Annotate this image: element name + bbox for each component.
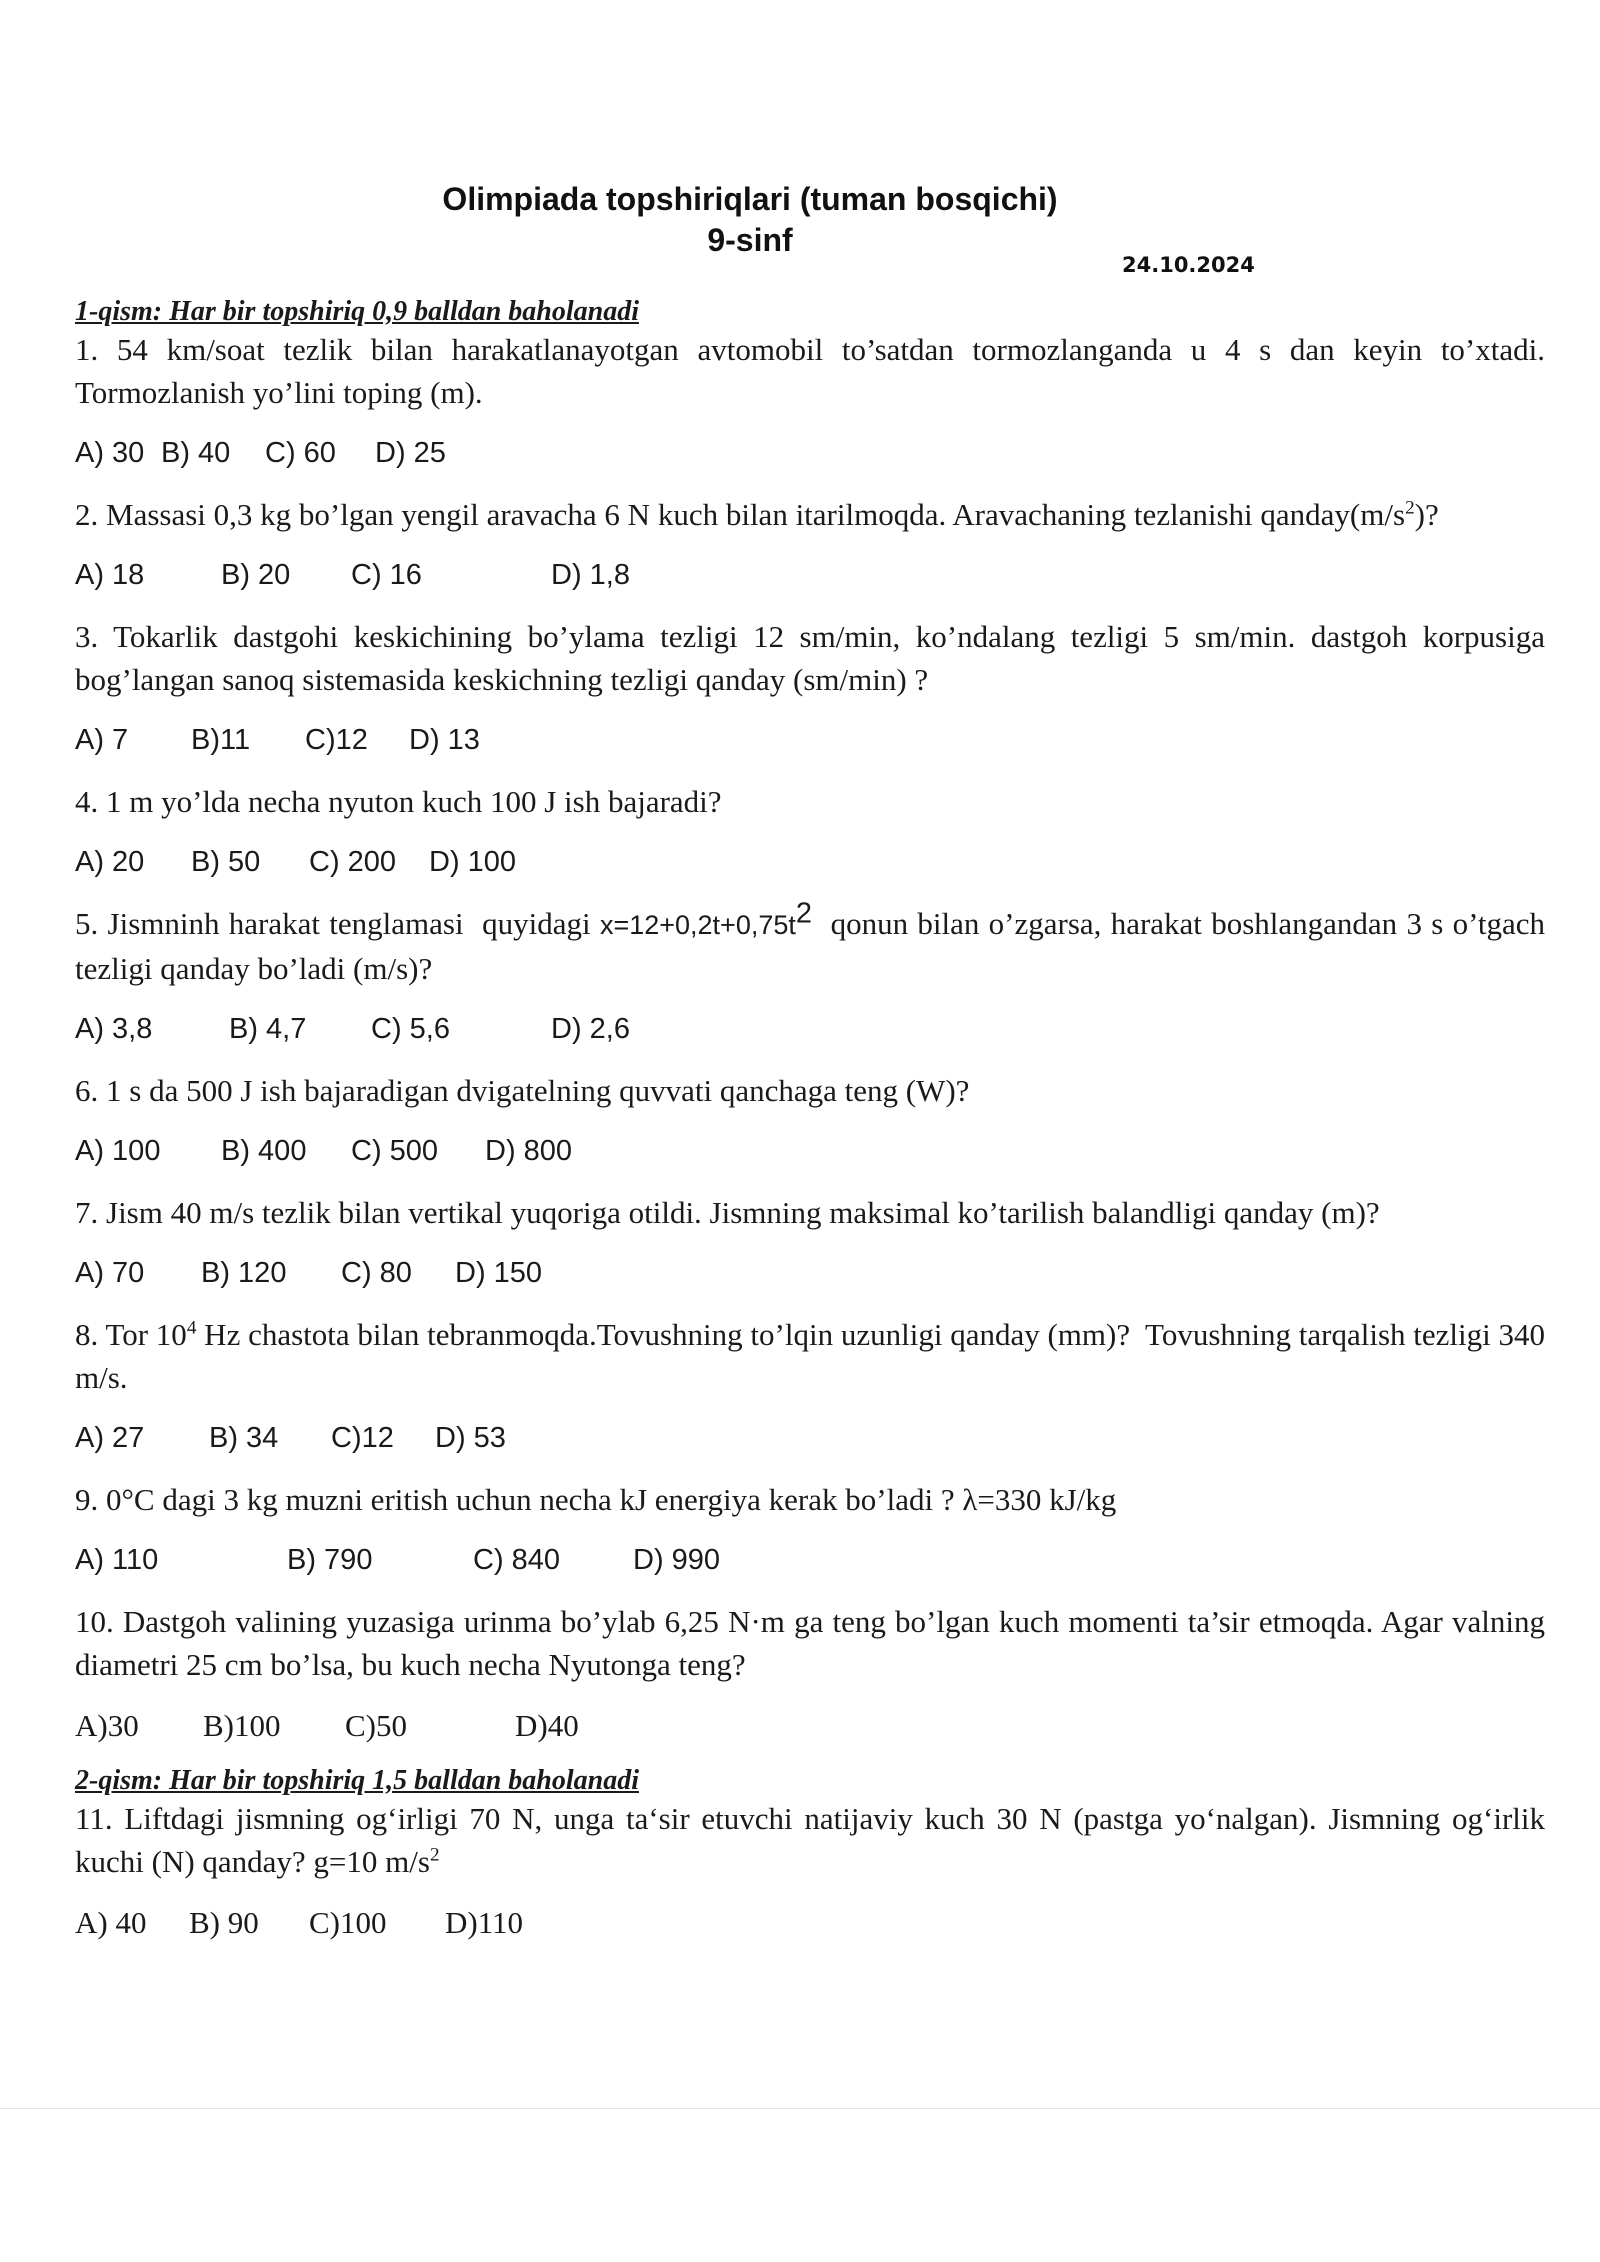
question-6-options <box>75 1130 1545 1173</box>
option-d: D) 25 <box>375 437 446 469</box>
option-b: B) 790 <box>287 1544 373 1576</box>
question-6: 6. 1 s da 500 J ish bajaradigan dvigatelning quvvati qanchaga teng (W)? <box>75 1073 970 1108</box>
option-a: A) 18 <box>75 559 145 591</box>
question-11-options <box>75 1901 1545 1944</box>
option-d: D) 100 <box>429 846 517 878</box>
question-11 <box>75 1797 1545 1883</box>
option-d: D) 13 <box>409 724 480 756</box>
option-d: D) 990 <box>633 1544 721 1576</box>
question-7-options <box>75 1252 1545 1295</box>
equation-of-motion: x=12+0,2t+0,75t <box>599 910 796 940</box>
question-11-exponent: 2 <box>429 1844 440 1866</box>
option-d: D) 1,8 <box>551 559 630 591</box>
option-c: C) 5,6 <box>371 1013 450 1045</box>
option-c: C) 200 <box>309 846 397 878</box>
option-b: B) 4,7 <box>229 1013 307 1045</box>
question-8 <box>75 1313 1553 1399</box>
part-2-heading: 2-qism: Har bir topshiriq 1,5 balldan baholanadi <box>75 1765 639 1796</box>
option-a: A) 27 <box>75 1422 145 1454</box>
option-c: C) 80 <box>341 1257 412 1289</box>
question-4: 4. 1 m yo’lda necha nyuton kuch 100 J ish bajaradi? <box>75 784 722 819</box>
option-c: C)100 <box>309 1905 387 1940</box>
option-c: C)12 <box>305 724 368 756</box>
option-b: B) 90 <box>189 1905 259 1940</box>
page-title: Olimpiada topshiriqlari (tuman bosqichi) <box>442 181 1058 217</box>
option-b: B) 400 <box>221 1135 307 1167</box>
option-c: C)50 <box>345 1708 407 1743</box>
option-b: B) 120 <box>201 1257 287 1289</box>
question-9-options <box>75 1539 1545 1582</box>
option-c: C) 16 <box>351 559 422 591</box>
question-8-options <box>75 1417 1545 1460</box>
option-a: A) 30 <box>75 437 145 469</box>
option-a: A) 7 <box>75 724 129 756</box>
option-d: D)110 <box>445 1905 524 1940</box>
question-11-text: 11. Liftdagi jismning og‘irligi 70 N, unga ta‘sir etuvchi natijaviy kuch 30 N (pastga yo‘nalgan). Jismning og‘irlik kuchi (N) qanday? g=10 m/s <box>75 1801 1545 1879</box>
questions-section <box>75 296 1553 1962</box>
option-c: C) 500 <box>351 1135 439 1167</box>
option-d: D) 2,6 <box>551 1013 630 1045</box>
option-b: B) 34 <box>209 1422 279 1454</box>
exam-date: 24.10.2024 <box>1122 253 1255 277</box>
option-c: C)12 <box>331 1422 394 1454</box>
question-2-options <box>75 554 1545 597</box>
option-d: D) 53 <box>435 1422 506 1454</box>
question-1: 1. 54 km/soat tezlik bilan harakatlanayotgan avtomobil to’satdan tormozlanganda u 4 s dan keyin to’xtadi. Tormozlanish yo’lini toping (m). <box>75 332 1545 410</box>
grade-label: 9-sinf <box>707 222 793 258</box>
option-d: D) 150 <box>455 1257 543 1289</box>
question-8-text-end: Hz chastota bilan tebranmoqda.Tovushning to’lqin uzunligi qanday (mm)? Tovushning tarqalish tezligi 340 m/s. <box>75 1317 1553 1395</box>
option-b: B)11 <box>191 724 251 756</box>
equation-exponent: 2 <box>795 897 813 930</box>
question-5 <box>75 897 1553 990</box>
option-a: A) 3,8 <box>75 1013 153 1045</box>
option-b: B) 50 <box>191 846 261 878</box>
question-10-options <box>75 1704 1545 1747</box>
option-c: C) 60 <box>265 437 336 469</box>
option-a: A) 100 <box>75 1135 161 1167</box>
question-5-text: 5. Jismninh harakat tenglamasi quyidagi <box>75 906 600 941</box>
question-8-text: 8. Tor 10 <box>75 1317 187 1352</box>
question-2-text: 2. Massasi 0,3 kg bo’lgan yengil aravacha 6 N kuch bilan itarilmoqda. Aravachaning tezlanishi qanday(m/s <box>75 497 1406 532</box>
option-b: B) 40 <box>161 437 231 469</box>
option-d: D)40 <box>515 1708 579 1743</box>
part-1-heading: 1-qism: Har bir topshiriq 0,9 balldan baholanadi <box>75 296 639 327</box>
option-d: D) 800 <box>485 1135 573 1167</box>
question-3: 3. Tokarlik dastgohi keskichining bo’ylama tezligi 12 sm/min, ko’ndalang tezligi 5 sm/min. dastgoh korpusiga bog’langan sanoq sistemasida keskichning tezligi qanday (sm/min) ? <box>75 619 1545 697</box>
question-2 <box>75 493 1545 536</box>
question-8-exponent: 4 <box>186 1317 197 1339</box>
option-a: A)30 <box>75 1708 139 1743</box>
question-1-options <box>75 432 1545 475</box>
question-5-text-end: qonun bilan o’zgarsa, harakat boshlangandan 3 s o’tgach tezligi qanday bo’ladi (m/s)? <box>75 906 1553 986</box>
option-a: A) 20 <box>75 846 145 878</box>
question-9: 9. 0°C dagi 3 kg muzni eritish uchun necha kJ energiya kerak bo’ladi ? λ=330 kJ/kg <box>75 1482 1117 1517</box>
question-2-text-end: )? <box>1414 497 1439 532</box>
option-c: C) 840 <box>473 1544 561 1576</box>
question-4-options <box>75 841 1545 884</box>
question-10: 10. Dastgoh valining yuzasiga urinma bo’ylab 6,25 N·m ga teng bo’lgan kuch momenti ta’sir etmoqda. Agar valning diametri 25 cm bo’lsa, bu kuch necha Nyutonga teng? <box>75 1604 1545 1682</box>
question-5-options <box>75 1008 1545 1051</box>
option-b: B) 20 <box>221 559 291 591</box>
option-a: A) 70 <box>75 1257 145 1289</box>
question-7: 7. Jism 40 m/s tezlik bilan vertikal yuqoriga otildi. Jismning maksimal ko’tarilish balandligi qanday (m)? <box>75 1195 1380 1230</box>
page-bottom-divider <box>0 2108 1600 2109</box>
option-b: B)100 <box>203 1708 281 1743</box>
option-a: A) 110 <box>75 1544 159 1576</box>
option-a: A) 40 <box>75 1905 147 1940</box>
question-2-exponent: 2 <box>1405 497 1415 519</box>
question-3-options <box>75 719 1545 762</box>
